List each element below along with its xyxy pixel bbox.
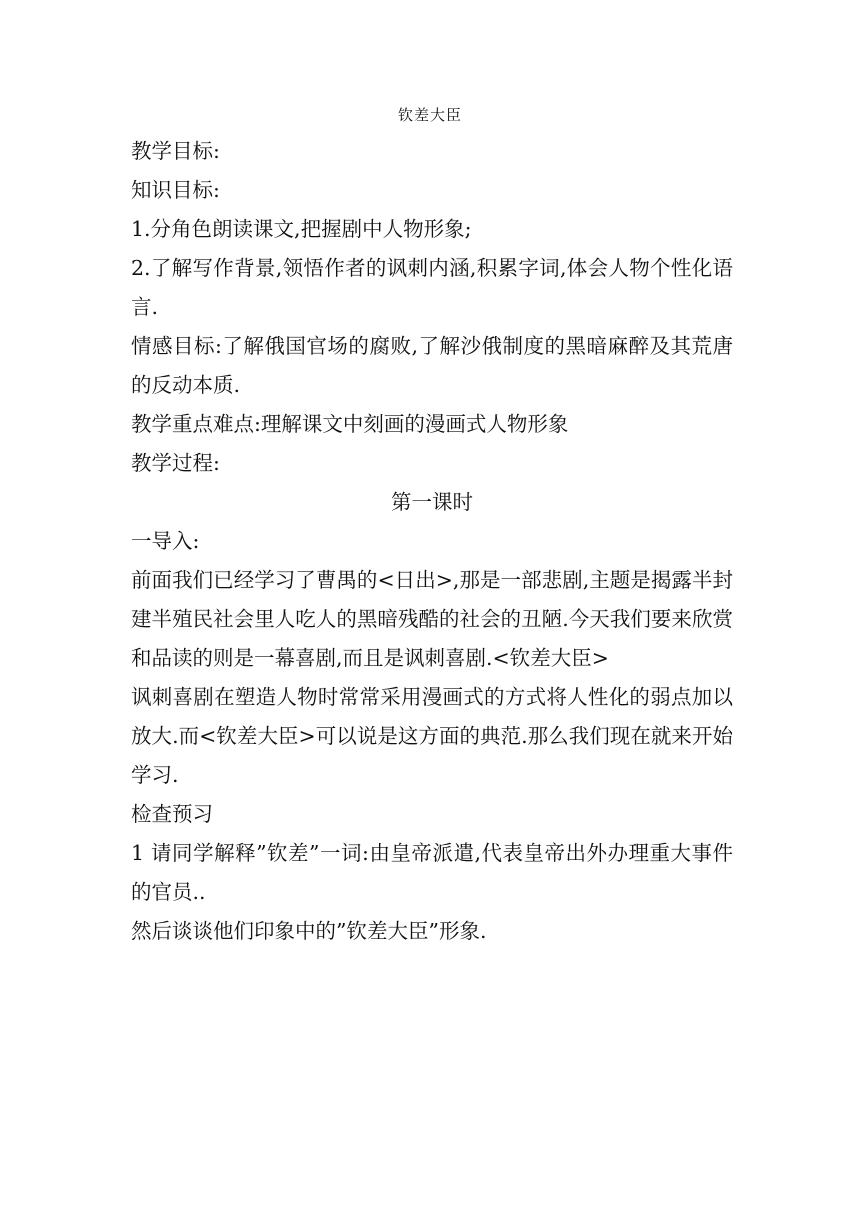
knowledge-goals-heading: 知识目标: bbox=[131, 178, 220, 202]
preview-check-heading: 检查预习 bbox=[131, 802, 213, 826]
introduction-heading: 一导入: bbox=[131, 529, 200, 553]
emotional-goal: 情感目标:了解俄国官场的腐败,了解沙俄制度的黑暗麻醉及其荒唐的反动本质. bbox=[131, 334, 733, 397]
key-difficulty: 教学重点难点:理解课文中刻画的漫画式人物形象 bbox=[131, 412, 569, 436]
introduction-paragraph-1: 前面我们已经学习了曹禺的<日出>,那是一部悲剧,主题是揭露半封建半殖民社会里人吃人的黑暗残酷的社会的丑陋.今天我们要来欣赏和品读的则是一幕喜剧,而且是讽刺喜剧.<钦差大臣> bbox=[131, 568, 733, 670]
teaching-goals-heading: 教学目标: bbox=[131, 139, 220, 163]
preview-item-2: 然后谈谈他们印象中的”钦差大臣”形象. bbox=[131, 919, 487, 943]
knowledge-goal-2: 2.了解写作背景,领悟作者的讽刺内涵,积累字词,体会人物个性化语言. bbox=[131, 256, 733, 319]
lesson-one-heading: 第一课时 bbox=[391, 490, 473, 514]
teaching-process-heading: 教学过程: bbox=[131, 451, 220, 475]
knowledge-goal-1: 1.分角色朗读课文,把握剧中人物形象; bbox=[131, 217, 472, 241]
page-header: 钦差大臣 bbox=[397, 106, 462, 124]
document-body bbox=[131, 132, 733, 951]
introduction-paragraph-2: 讽刺喜剧在塑造人物时常常采用漫画式的方式将人性化的弱点加以放大.而<钦差大臣>可以说是这方面的典范.那么我们现在就来开始学习. bbox=[131, 685, 733, 787]
preview-item-1: 1 请同学解释”钦差”一词:由皇帝派遣,代表皇帝出外办理重大事件的官员.. bbox=[131, 841, 733, 904]
